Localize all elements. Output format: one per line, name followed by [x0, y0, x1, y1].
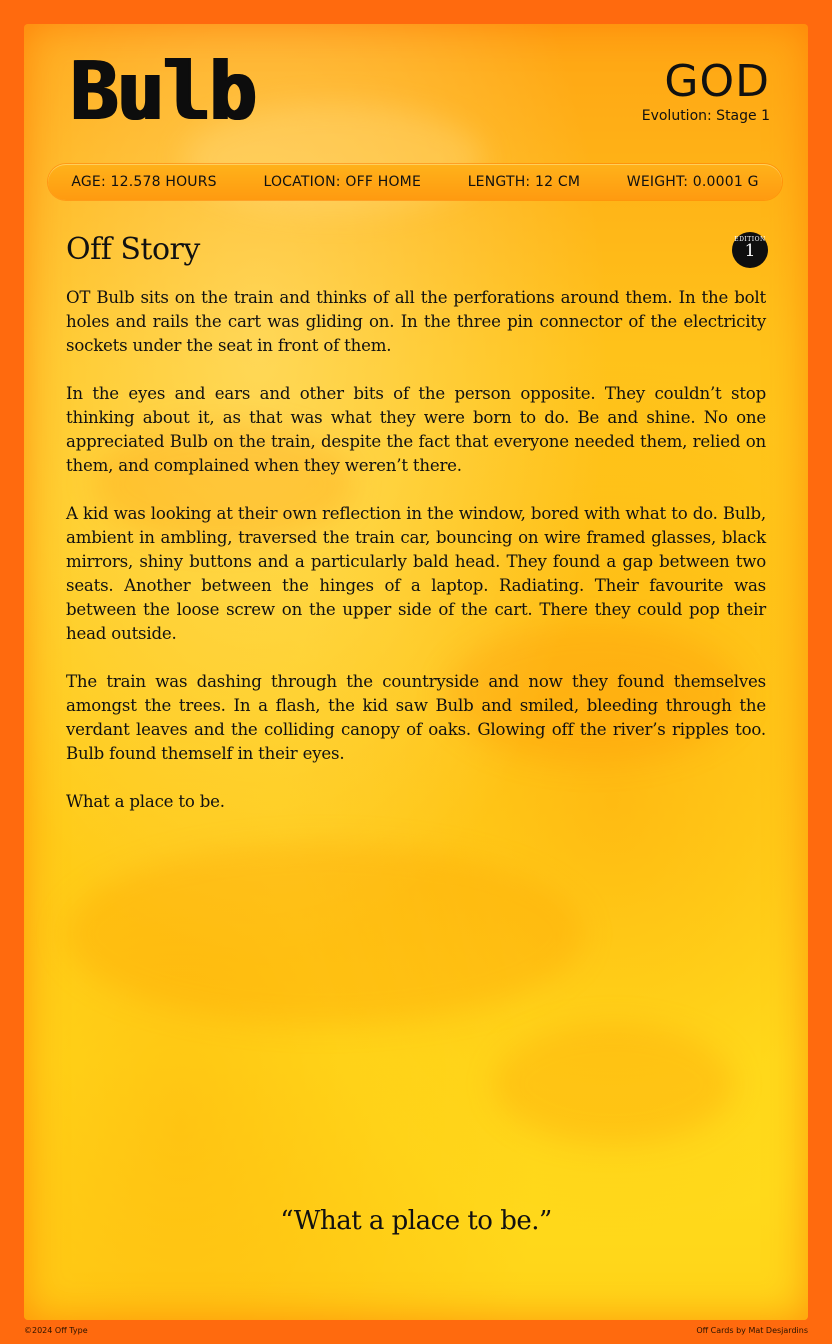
copyright-text: ©2024 Off Type	[24, 1326, 88, 1335]
stat-location: LOCATION: OFF HOME	[263, 174, 422, 190]
story-body	[66, 286, 766, 838]
card-name: Bulb	[70, 45, 255, 138]
credit-text: Off Cards by Mat Desjardins	[696, 1326, 808, 1335]
story-paragraph: In the eyes and ears and other bits of the person opposite. They couldn’t stop thinking about it, as that was what they were born to do. Be and shine. No one appreciated Bulb on the train, despite the fact that everyone needed them, relied on them, and complained when they weren’t there.	[66, 384, 766, 475]
edition-label: EDITION	[734, 236, 766, 243]
card-frame	[24, 24, 808, 1320]
stats-bar	[48, 164, 782, 200]
stat-age: AGE: 12.578 HOURS	[71, 174, 217, 190]
cloud-decoration	[64, 844, 584, 1024]
stat-weight: WEIGHT: 0.0001 G	[626, 174, 759, 190]
edition-number: 1	[744, 241, 756, 261]
edition-badge	[732, 232, 768, 268]
story-paragraph: What a place to be.	[66, 792, 225, 811]
pull-quote: “What a place to be.”	[280, 1206, 552, 1236]
card-type: GOD	[664, 56, 770, 107]
story-paragraph: A kid was looking at their own reflection in the window, bored with what to do. Bulb, ambient in ambling, traversed the train car, bouncing on wire framed glasses, black mirrors, shiny buttons and a particularly bald head. They found a gap between two seats. Another between the hinges of a laptop. Radiating. Their favourite was between the loose screw on the upper side of the cart. There they could pop their head outside.	[66, 504, 766, 643]
stat-length: LENGTH: 12 CM	[467, 174, 581, 190]
story-paragraph: The train was dashing through the countryside and now they found themselves amongst the trees. In a flash, the kid saw Bulb and smiled, bleeding through the verdant leaves and the colliding canopy of oaks. Glowing off the river’s ripples too. Bulb found themself in their eyes.	[66, 672, 766, 763]
story-title: Off Story	[66, 232, 200, 267]
story-paragraph: OT Bulb sits on the train and thinks of all the perforations around them. In the bolt holes and rails the cart was gliding on. In the three pin connector of the electricity sockets under the seat in front of them.	[66, 288, 766, 355]
evolution-stage: Evolution: Stage 1	[641, 108, 770, 124]
cloud-decoration	[494, 1024, 734, 1144]
card-type-block	[641, 56, 770, 124]
